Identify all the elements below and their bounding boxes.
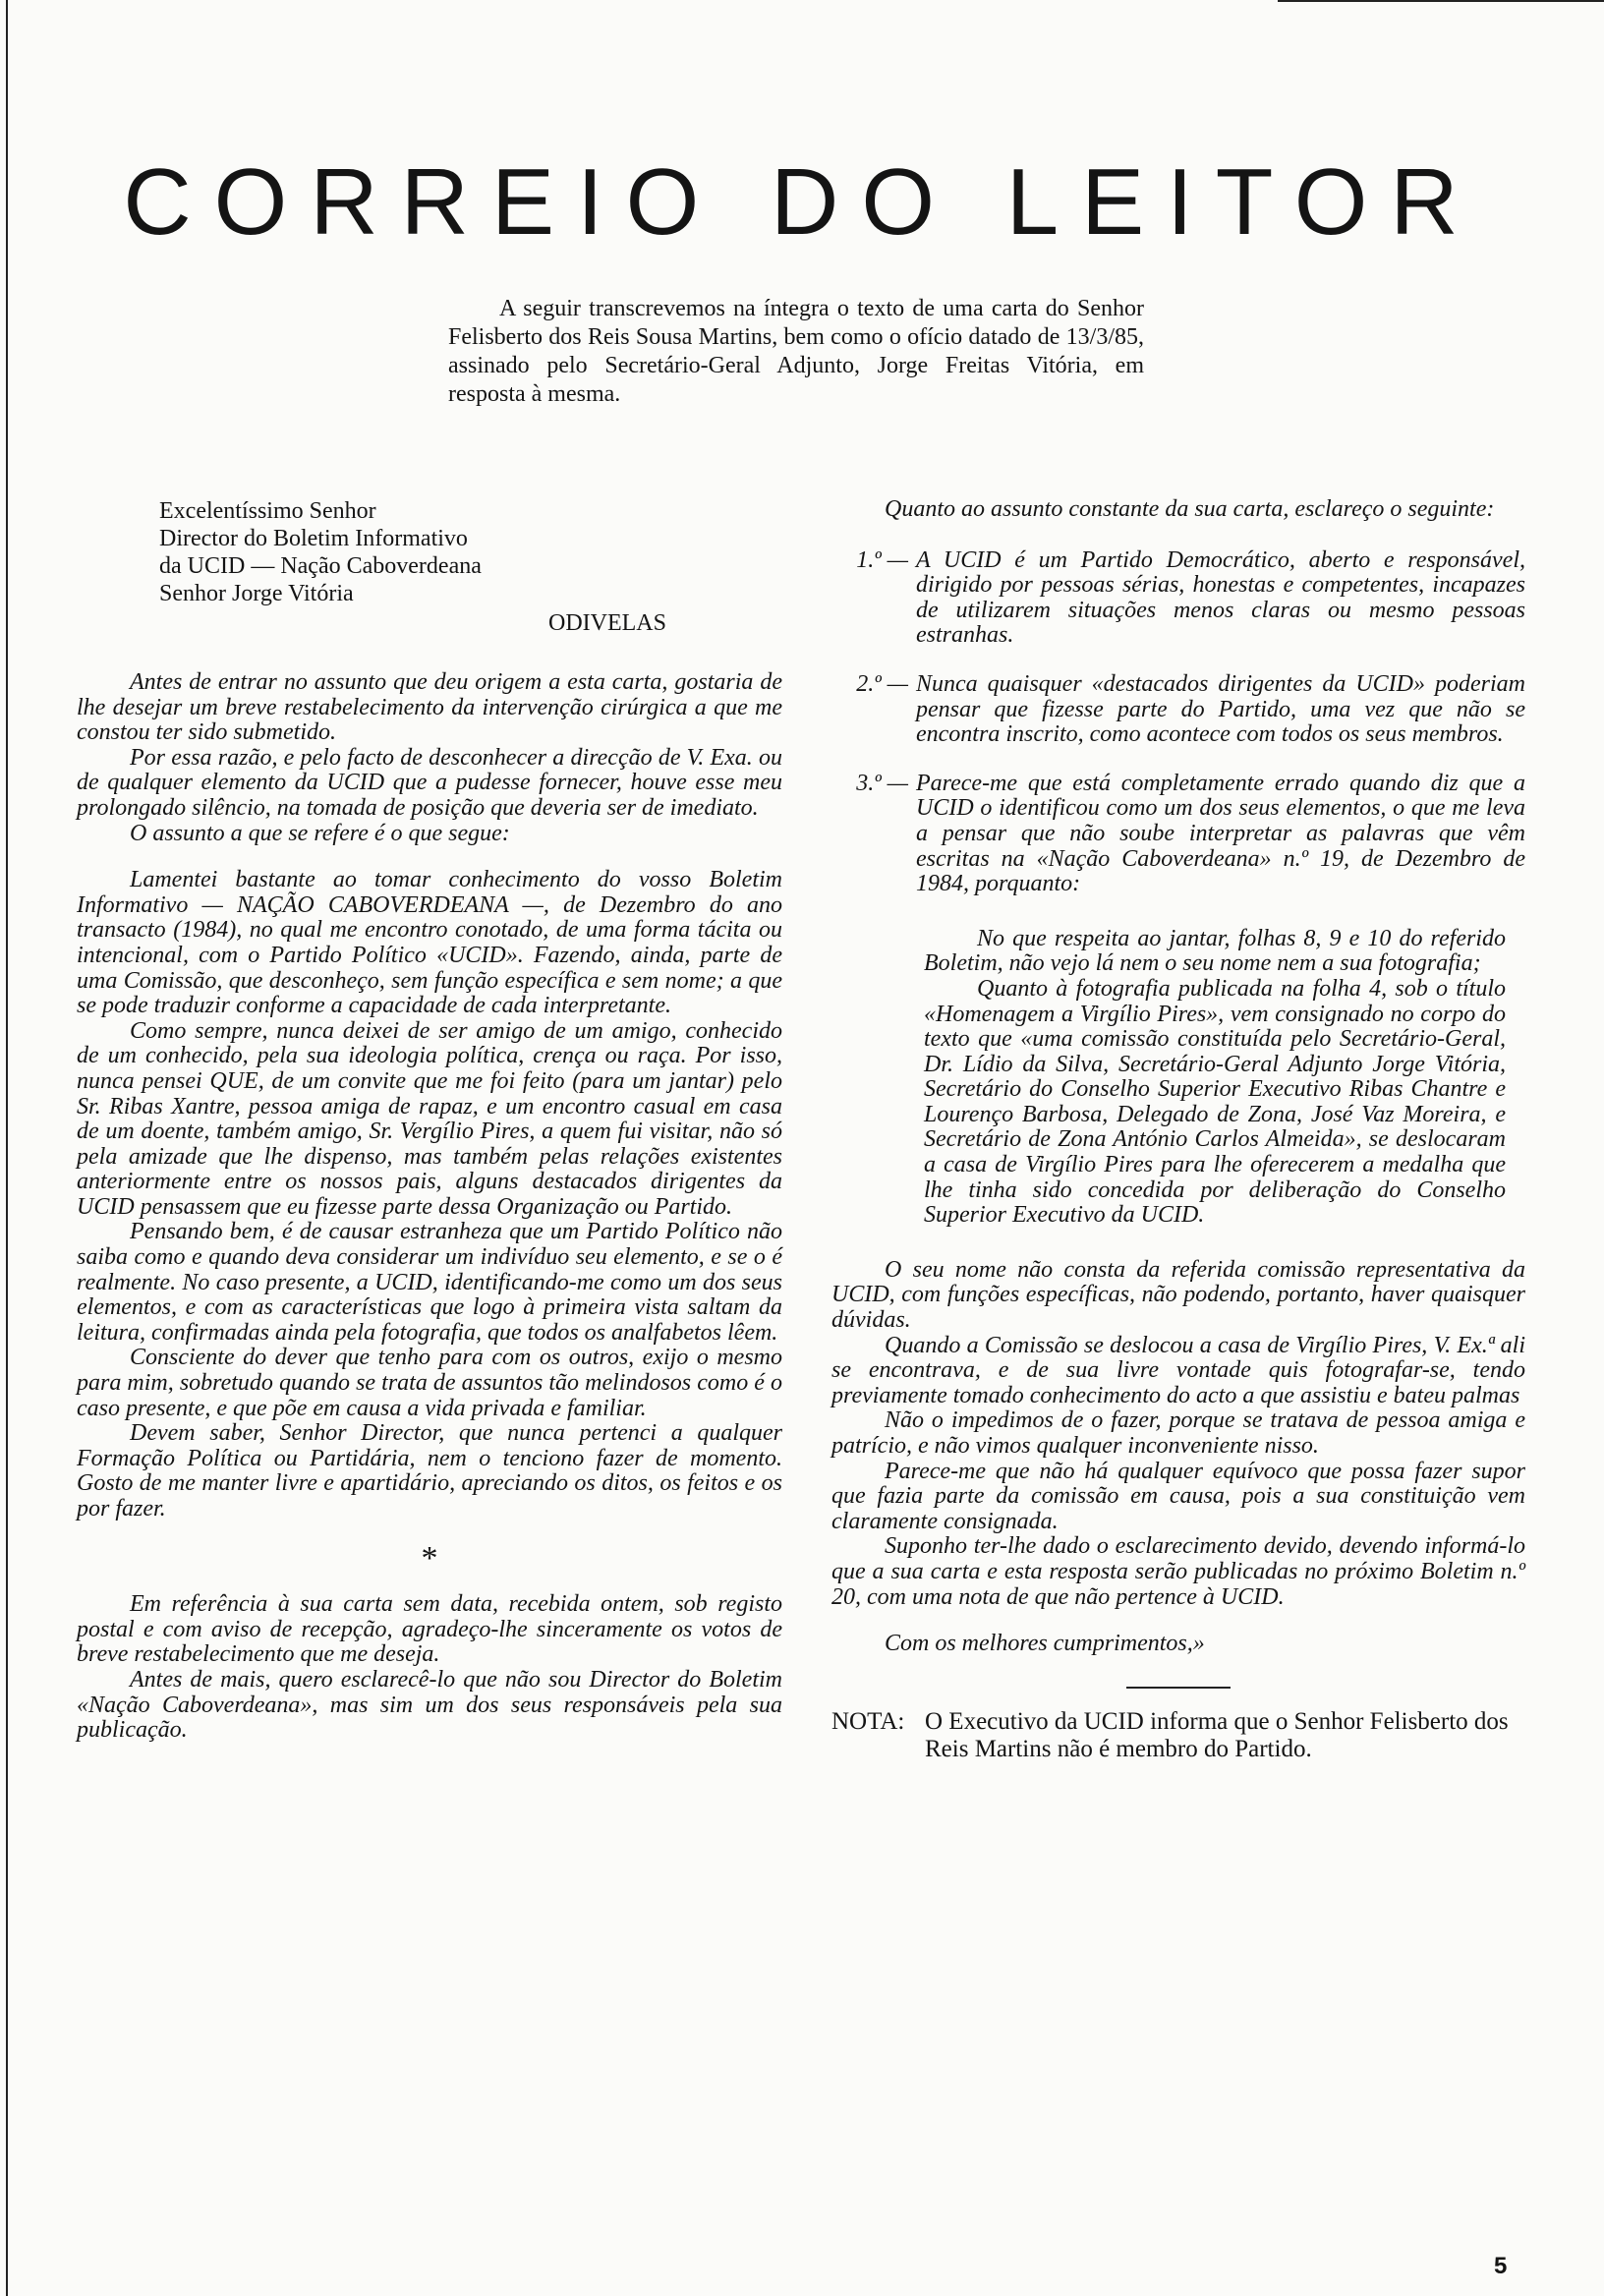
reply-paragraph: Não o impedimos de o fazer, porque se tratava de pessoa amiga e patrício, e não vimos qualquer inconveniente nisso.	[831, 1407, 1525, 1459]
address-line: Excelentíssimo Senhor	[159, 498, 376, 524]
address-line: Director do Boletim Informativo	[159, 526, 468, 551]
point-text: Nunca quaisquer «destacados dirigentes da UCID» poderiam pensar que fizesse parte do Partido, uma vez que não se encontra inscrito, como acontece com todos os seus membros.	[916, 670, 1525, 748]
quote-paragraph: No que respeita ao jantar, folhas 8, 9 e 10 do referido Boletim, não vejo lá nem o seu nome nem a sua fotografia;	[924, 925, 1506, 977]
numbered-point	[831, 672, 1525, 748]
quote-paragraph: Quanto à fotografia publicada na folha 4, sob o título «Homenagem a Virgílio Pires», vem consignado no corpo do texto que «uma comissão constituída pelo Secretário-Geral, Dr. Lídio da Silva, Secretário-Geral Adjunto Jorge Vitória, Secretário do Conselho Superior Executivo Ribas Chantre e Lourenço Barbosa, Delegado de Zona, José Vaz Moreira, e Secretário de Zona António Carlos Almeida», se deslocaram a casa de Virgílio Pires para lhe oferecerem a medalha que lhe tinha sido concedida por deliberação do Conselho Superior Executivo da UCID.	[924, 975, 1506, 1229]
note-label: NOTA:	[831, 1707, 905, 1735]
note-block	[831, 1708, 1525, 1763]
reply-paragraph: Antes de mais, quero esclarecê-lo que não sou Director do Boletim «Nação Caboverdeana», mas sim um dos seus responsáveis pela sua publicação.	[77, 1666, 782, 1744]
page-border-top	[1278, 0, 1604, 2]
intro-paragraph: A seguir transcrevemos na íntegra o texto de uma carta do Senhor Felisberto dos Reis Sousa Martins, bem como o ofício datado de 13/3/85, assinado pelo Secretário-Geral Adjunto, Jorge Freitas Vitória, em resposta à mesma.	[448, 296, 1144, 407]
reply-paragraph: Parece-me que não há qualquer equívoco que possa fazer supor que fazia parte da comissão em causa, pois a sua constituição vem claramente consignada.	[831, 1458, 1525, 1534]
note-text: O Executivo da UCID informa que o Senhor Felisberto dos Reis Martins não é membro do Partido.	[925, 1707, 1509, 1762]
letter-paragraph: Antes de entrar no assunto que deu origem a esta carta, gostaria de lhe desejar um breve restabelecimento da intervenção cirúrgica a que me constou ter sido submetido.	[77, 669, 782, 746]
numbered-point	[831, 772, 1525, 897]
letter-paragraph: Por essa razão, e pelo facto de desconhecer a direcção de V. Exa. ou de qualquer elemento da UCID que a pudesse fornecer, houve esse meu prolongado silêncio, na tomada de posição que deveria ser de imediato.	[77, 744, 782, 821]
letter-city: ODIVELAS	[548, 610, 666, 636]
point-number: 2.º —	[856, 670, 908, 697]
reply-opening: Quanto ao assunto constante da sua carta, esclareço o seguinte:	[885, 496, 1495, 522]
numbered-point	[831, 548, 1525, 649]
letter-paragraph: Devem saber, Senhor Director, que nunca pertenci a qualquer Formação Política ou Partidária, nem o tenciono fazer de momento. Gosto de me manter livre e apartidário, apreciando os ditos, os feitos e os por fazer.	[77, 1420, 782, 1521]
page-number: 5	[1494, 2253, 1508, 2279]
reply-paragraph: Quando a Comissão se deslocou a casa de Virgílio Pires, V. Ex.ª ali se encontrava, e de sua livre vontade quis fotografar-se, tendo previamente tomado conhecimento do acto a que assistiu e bateu palmas	[831, 1332, 1525, 1408]
address-line: Senhor Jorge Vitória	[159, 581, 354, 606]
quoted-block	[924, 927, 1506, 1229]
letter-paragraph: Como sempre, nunca deixei de ser amigo de um amigo, conhecido de um conhecido, pela sua ideologia política, crença ou raça. Por isso, nunca pensei QUE, de um convite que me foi feito (para um jantar) pelo Sr. Ribas Xantre, pessoa amiga de rapaz, e um encontro casual em casa de um doente, também amigo, Sr. Vergílio Pires, a quem fui visitar, não só pela amizade que lhe dispenso, mas também pelas relações existentes anteriormente entre os nossos pais, alguns destacados dirigentes da UCID pensassem que eu fizesse parte dessa Organização ou Partido.	[77, 1017, 782, 1220]
reply-paragraph: O seu nome não consta da referida comissão representativa da UCID, com funções específicas, não podendo, portanto, haver quaisquer dúvidas.	[831, 1256, 1525, 1334]
letter-paragraph: Pensando bem, é de causar estranheza que um Partido Político não saiba como e quando deva considerar um indivíduo seu elemento, e se o é realmente. No caso presente, a UCID, identificando-me como um dos seus elementos, e com as características que logo à primeira vista saltam da leitura, confirmadas ainda pela fotografia, que todos os analfabetos lêem.	[77, 1219, 782, 1346]
letter-paragraph: Lamentei bastante ao tomar conhecimento do vosso Boletim Informativo — NAÇÃO CABOVERDEANA —, de Dezembro do ano transacto (1984), no qual me encontro conotado, de uma forma tácita ou intencional, com o Partido Político «UCID». Fazendo, ainda, parte de uma Comissão, que desconheço, sem função específica e sem nome; a que se pode traduzir conforme a capacidade de cada interpretante.	[77, 867, 782, 1019]
page-title: CORREIO DO LEITOR	[123, 149, 1481, 255]
point-text: Parece-me que está completamente errado quando diz que a UCID o identificou como um dos seus elementos, o que me leva a pensar que não soube interpretar as palavras que vêm escritas na «Nação Caboverdeana» n.º 19, de Dezembro de 1984, porquanto:	[916, 770, 1525, 897]
right-column	[831, 497, 1525, 1763]
reply-paragraph: Em referência à sua carta sem data, recebida ontem, sob registo postal e com aviso de recepção, agradeço-lhe sinceramente os votos de breve restabelecimento que me deseja.	[77, 1591, 782, 1668]
letter-address	[159, 497, 782, 637]
reply-paragraph: Suponho ter-lhe dado o esclarecimento devido, devendo informá-lo que a sua carta e esta resposta serão publicadas no próximo Boletim n.º 20, com uma nota de que não pertence à UCID.	[831, 1533, 1525, 1610]
page-border-left	[6, 0, 8, 2296]
point-number: 3.º —	[856, 770, 908, 796]
point-text: A UCID é um Partido Democrático, aberto e responsável, dirigido por pessoas sérias, honestas e competentes, incapazes de utilizarem situações menos claras ou mesmo pessoas estranhas.	[916, 546, 1525, 649]
separator-rule	[1126, 1687, 1231, 1689]
letter-paragraph: O assunto a que se refere é o que segue:	[130, 820, 510, 846]
closing-line: Com os melhores cumprimentos,»	[885, 1631, 1205, 1657]
point-number: 1.º —	[856, 546, 908, 573]
left-column	[77, 497, 782, 1744]
address-line: da UCID — Nação Caboverdeana	[159, 553, 482, 579]
section-divider-asterisk: *	[421, 1539, 438, 1577]
letter-paragraph: Consciente do dever que tenho para com os outros, exijo o mesmo para mim, sobretudo quando se trata de assuntos tão melindosos como é o caso presente, e que põe em causa a vida privada e familiar.	[77, 1345, 782, 1421]
